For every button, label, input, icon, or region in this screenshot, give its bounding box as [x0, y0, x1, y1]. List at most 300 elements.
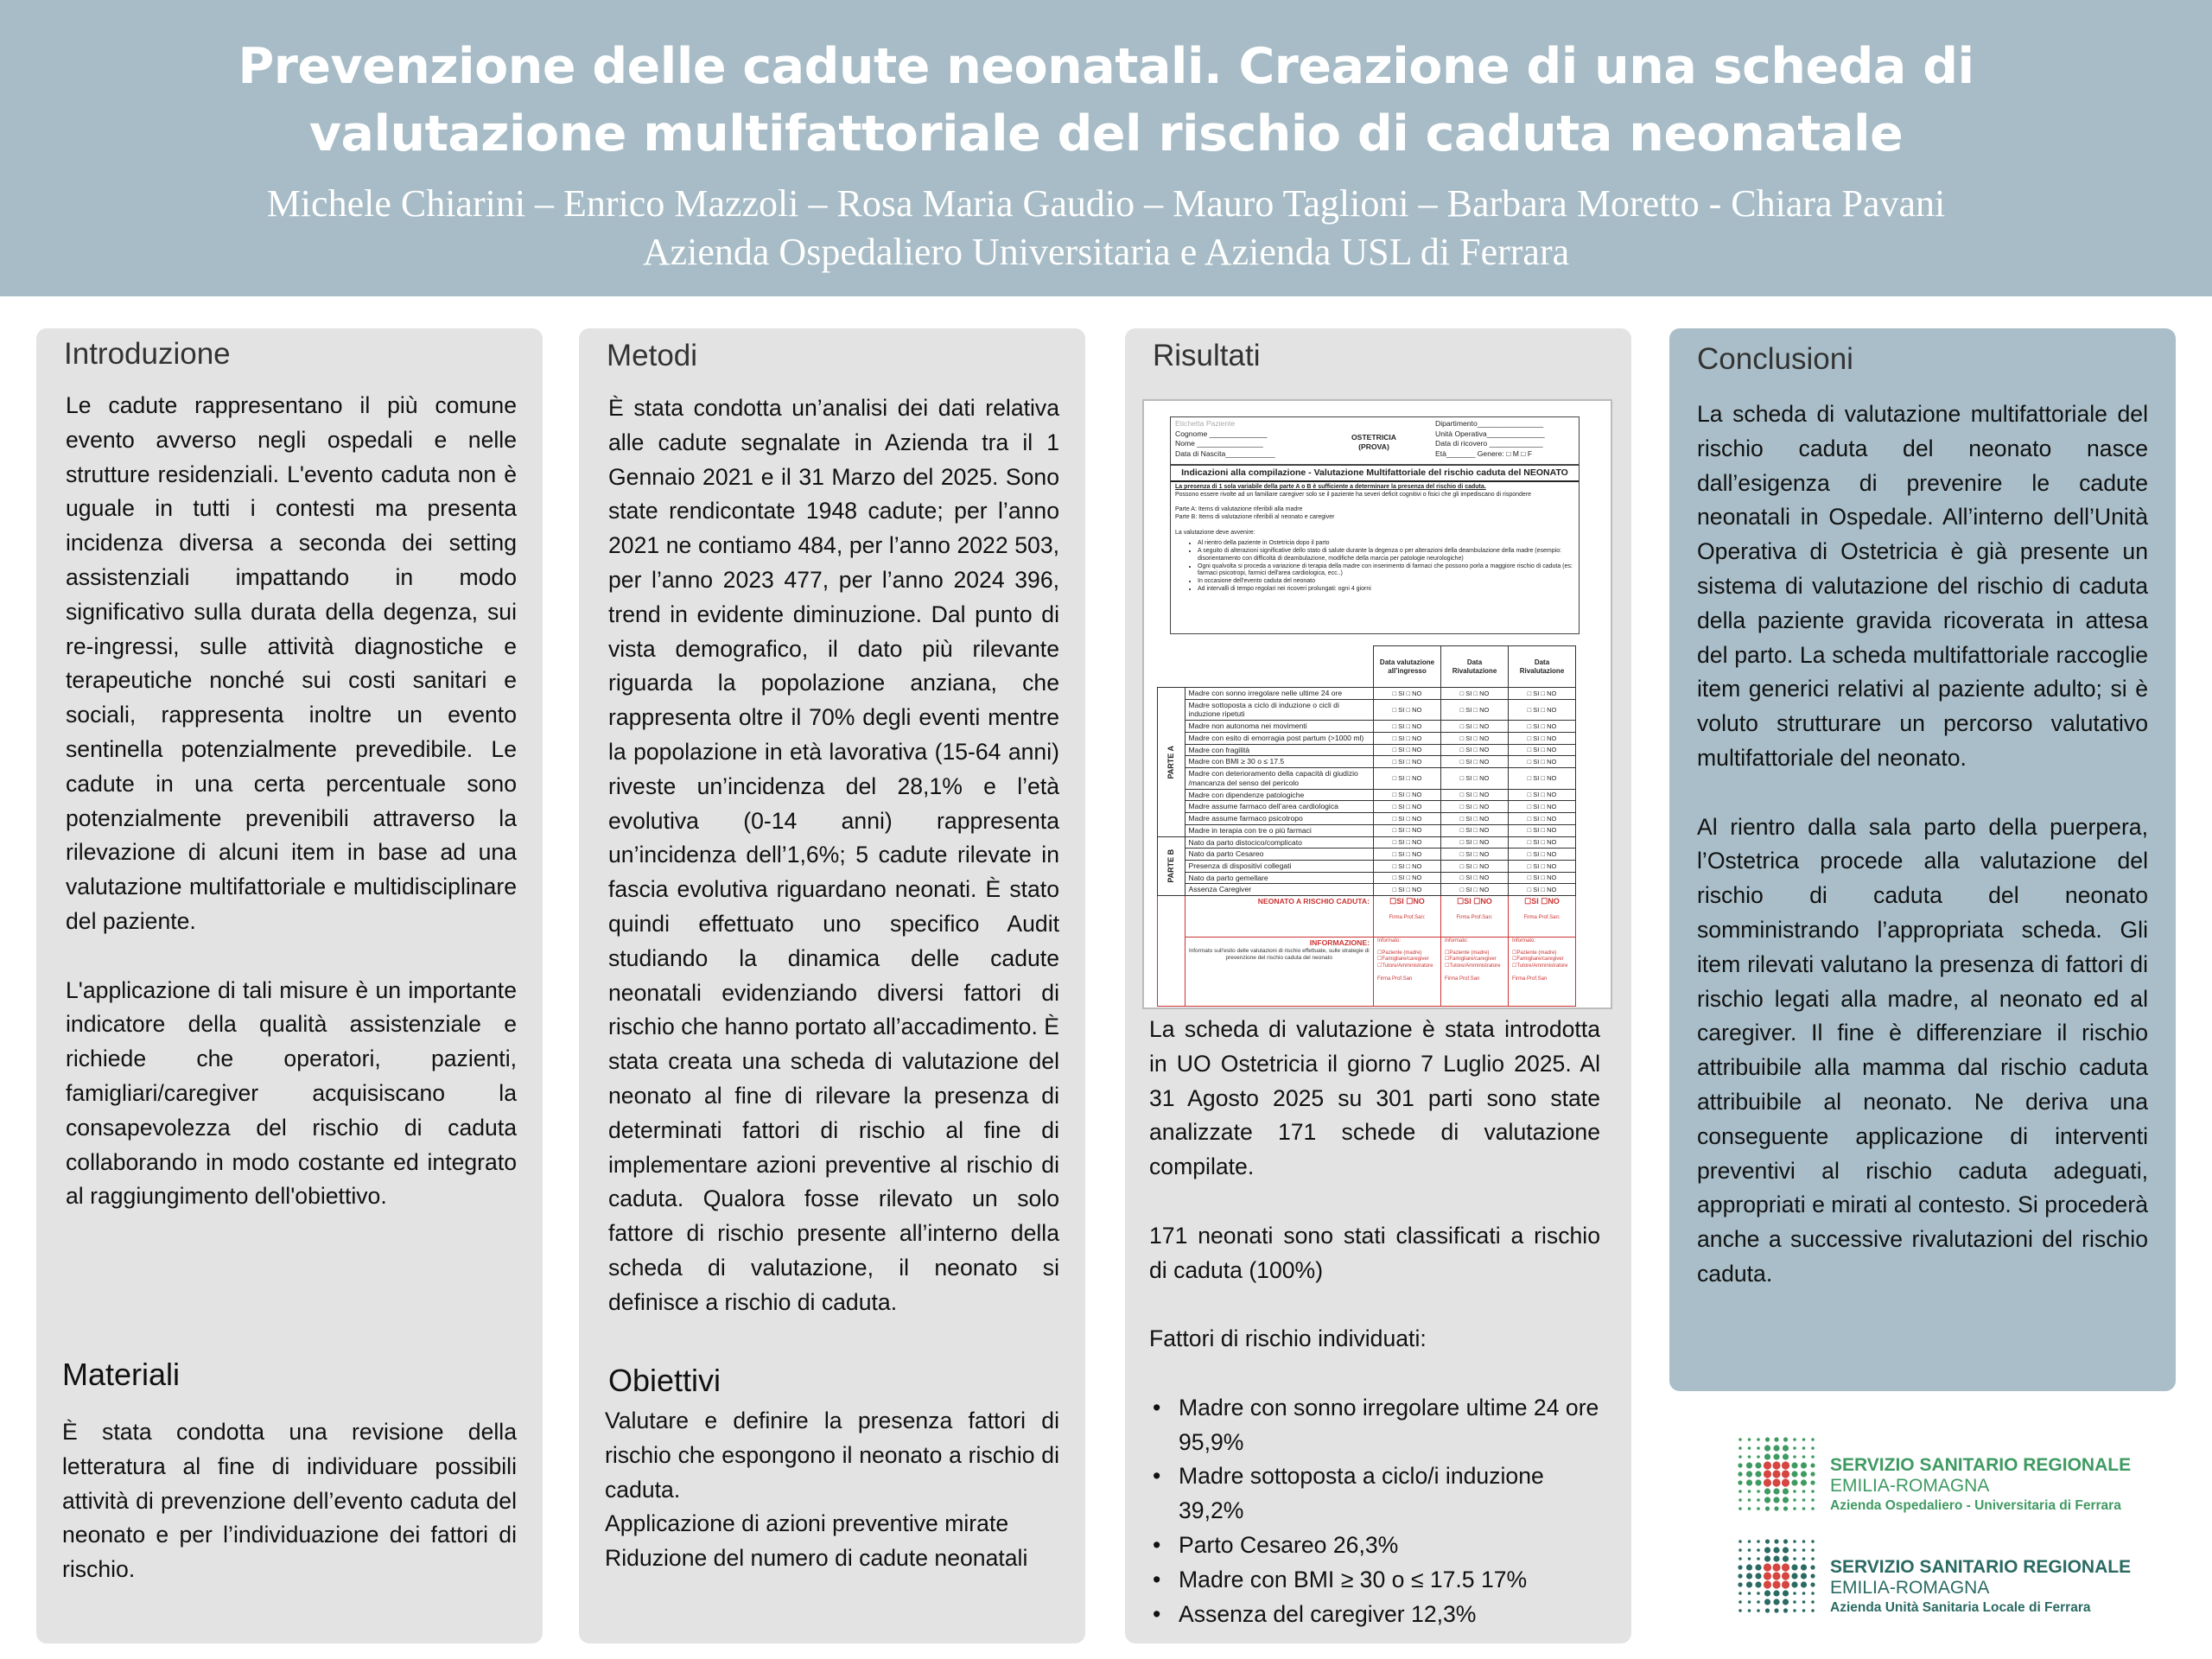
logo-dot — [1802, 1548, 1806, 1552]
logo-dot — [1757, 1548, 1760, 1552]
logo-dot — [1746, 1479, 1752, 1485]
logo-dot — [1772, 1580, 1780, 1588]
logo-dot — [1810, 1565, 1815, 1569]
form-si-no-checkbox: □ SI □ NO — [1509, 872, 1576, 884]
form-info-options: ☐Paziente (madre) ☐Famigliare/caregiver ☐Tutore/Amministratore — [1445, 950, 1501, 969]
logo-dot — [1755, 1564, 1761, 1570]
form-signature: Firma Prof.San — [1445, 976, 1480, 982]
form-info-options: ☐Paziente (madre) ☐Famigliare/caregiver ☐Tutore/Amministratore — [1377, 950, 1433, 969]
form-row — [1158, 699, 1576, 720]
logo-dot — [1738, 1609, 1742, 1612]
risultati-p3: Fattori di rischio individuati: — [1149, 1325, 1427, 1352]
form-signature: Firma Prof.San: — [1456, 915, 1493, 921]
introduzione-heading: Introduzione — [64, 337, 231, 371]
logo-dot — [1793, 1446, 1796, 1450]
logo-line3: Azienda Unità Sanitaria Locale di Ferrara — [1830, 1600, 2091, 1615]
form-si-no-checkbox: □ SI □ NO — [1509, 861, 1576, 873]
form-item-label: Madre con fragilità — [1185, 744, 1374, 756]
form-center-title: OSTETRICIA (PROVA) — [1351, 433, 1397, 451]
assessment-form-image — [1142, 399, 1612, 1009]
logo-dot — [1810, 1582, 1815, 1586]
logo-dot — [1764, 1470, 1771, 1478]
logo-dot — [1773, 1497, 1779, 1503]
logo-dot — [1748, 1609, 1751, 1612]
obiettivi-item: Applicazione di azioni preventive mirate — [605, 1510, 1009, 1537]
form-field: Data di Nascita____________ — [1175, 448, 1275, 458]
logo-dot — [1746, 1564, 1752, 1570]
logo-dot — [1811, 1446, 1815, 1450]
logo-dot — [1811, 1609, 1815, 1612]
logo-dot — [1793, 1540, 1796, 1543]
form-si-no-checkbox: □ SI □ NO — [1509, 721, 1576, 733]
logo-dot — [1738, 1490, 1742, 1493]
logo-dot — [1791, 1564, 1797, 1570]
form-si-no-checkbox: □ SI □ NO — [1374, 688, 1441, 700]
form-col-header: Data Rivalutazione — [1509, 646, 1576, 688]
form-si-no-checkbox: □ SI □ NO — [1509, 813, 1576, 825]
form-items-table — [1157, 645, 1576, 1007]
logo-dot — [1802, 1592, 1806, 1595]
introduzione-p2: L'applicazione di tali misure è un importante indicatore della qualità assistenziale e richiede che operatori, pazienti, famigliari/caregiver acquisiscano la consapevolezza del rischio di caduta collaborando in modo costante ed integrato al raggiungimento dell'obiettivo. — [66, 976, 517, 1210]
obiettivi-item: Valutare e definire la presenza fattori di rischio che espongono il neonato a rischio di caduta. — [605, 1408, 1059, 1503]
form-left-fields — [1175, 419, 1275, 459]
conclusioni-text — [1697, 397, 2148, 1292]
logo-dot — [1764, 1572, 1771, 1580]
form-patient-header — [1170, 416, 1580, 465]
logo-dot — [1802, 1446, 1806, 1450]
form-si-no-checkbox: □ SI □ NO — [1374, 801, 1441, 813]
form-row — [1158, 861, 1576, 873]
logo-dot — [1738, 1446, 1742, 1450]
form-when: La valutazione deve avvenire: — [1175, 529, 1255, 536]
logo-dot — [1811, 1498, 1815, 1502]
logo-dot — [1783, 1590, 1789, 1596]
metodi-text: È stata condotta un’analisi dei dati relativa alle cadute segnalate in Azienda tra il 1 Gennaio 2021 e il 31 Marzo del 2025. Sono state rendicontate 1948 cadute; per l’anno 2021 ne contiamo 484, per l’anno 2022 503, per l’anno 2023 477, per l’anno 2024 396, trend in evidente diminuzione. Dal punto di vista demografico, il dato più rilevante riguarda la popolazione anziana, che rappresenta oltre il 70% degli eventi mentre la popolazione in età lavorativa (15-64 anni) riveste un’incidenza del 28,1% e l’età evolutiva (0-14 anni) rappresenta un’incidenza dell’1,6%; 5 cadute rilevate in fascia evolutiva riguardano neonati. È stato quindi effettuato uno specifico Audit studiando la dinamica delle cadute neonatali evidenziando diversi fattori di rischio che hanno portato all’accadimento. È stata creata una scheda di valutazione del neonato al fine di rilevare la presenza di determinati fattori di rischio al fine di implementare azioni preventive al rischio di caduta. Qualora fosse rilevato un solo fattore di rischio presente all’interno della scheda di valutazione, il neonato si definisce a rischio di caduta. — [608, 395, 1059, 1315]
form-item-label: Madre con deterioramento della capacità di giudizio /mancanza del senso del pericolo — [1185, 768, 1374, 789]
logo-dot — [1802, 1498, 1806, 1502]
form-si-no-checkbox: □ SI □ NO — [1374, 813, 1441, 825]
form-item-label: Madre con BMI ≥ 30 o ≤ 17.5 — [1185, 756, 1374, 768]
risk-factor-item: • Assenza del caregiver 12,3% — [1149, 1598, 1600, 1632]
logo-dot — [1773, 1555, 1779, 1561]
logo-dot — [1811, 1490, 1815, 1493]
form-si-no-checkbox: □ SI □ NO — [1441, 768, 1509, 789]
logo-dot — [1748, 1438, 1751, 1441]
logo-dot — [1783, 1445, 1789, 1451]
materiali-text: È stata condotta una revisione della letteratura al fine di individuare possibili attività di prevenzione dell’evento caduta del neonato e per l’individuazione dei fattori di rischio. — [62, 1419, 517, 1583]
form-row — [1158, 884, 1576, 896]
form-item-label: Nato da parto Cesareo — [1185, 849, 1374, 861]
form-instr-rule: La presenza di 1 sola variabile della parte A o B è sufficiente a determinare la presenza del rischio di caduta. — [1175, 484, 1486, 491]
form-si-no-checkbox: □ SI □ NO — [1509, 836, 1576, 849]
logo-dot — [1738, 1498, 1742, 1502]
form-si-no-checkbox: □ SI □ NO — [1441, 801, 1509, 813]
form-si-no-checkbox: □ SI □ NO — [1441, 789, 1509, 801]
form-si-no-checkbox: □ SI □ NO — [1441, 849, 1509, 861]
logo-dot — [1764, 1555, 1770, 1561]
form-si-no-checkbox: □ SI □ NO — [1374, 849, 1441, 861]
form-when-list — [1175, 540, 1574, 593]
logo-dot — [1802, 1557, 1806, 1560]
logo-dot — [1782, 1478, 1789, 1486]
risultati-heading: Risultati — [1153, 339, 1261, 372]
form-si-no-checkbox: □ SI □ NO — [1374, 836, 1441, 849]
logo-dot — [1764, 1580, 1771, 1588]
form-si-no-checkbox: □ SI □ NO — [1509, 789, 1576, 801]
logo-dot — [1765, 1506, 1770, 1510]
form-field: Età_______ Genere: □ M □ F — [1435, 448, 1533, 458]
logo-dot — [1772, 1572, 1780, 1580]
authors: Michele Chiarini – Enrico Mazzoli – Rosa Maria Gaudio – Mauro Taglioni – Barbara Moretto - Chiara Pavani — [266, 182, 1946, 225]
form-item-label: Presenza di dispositivi collegati — [1185, 861, 1374, 873]
form-etichetta: Etichetta Paziente — [1175, 419, 1236, 428]
logo-dot — [1755, 1462, 1761, 1468]
logo-dot — [1764, 1563, 1771, 1571]
logo-dot — [1811, 1507, 1815, 1510]
form-parte-a-desc: Parte A: Items di valutazione riferibili alla madre — [1175, 506, 1303, 513]
form-si-no-checkbox: □ SI □ NO — [1374, 824, 1441, 836]
form-field: Nome ________________ — [1175, 439, 1263, 448]
form-si-no-checkbox: □ SI □ NO — [1441, 861, 1509, 873]
form-col-header: Data valutazione all’ingresso — [1374, 646, 1441, 688]
form-col-header: Data Rivalutazione — [1441, 646, 1509, 688]
logo-dot — [1765, 1437, 1770, 1441]
introduzione-text — [66, 389, 517, 1249]
logo-dot — [1746, 1462, 1752, 1468]
logo-dot — [1791, 1471, 1797, 1477]
logo-dot — [1774, 1506, 1778, 1510]
logo-dot — [1802, 1609, 1806, 1612]
form-section-label: PARTE B — [1158, 836, 1185, 896]
form-item-label: Madre con esito di emorragia post partum (>1000 ml) — [1185, 732, 1374, 744]
logo-dot — [1793, 1455, 1796, 1459]
logo-dot — [1782, 1572, 1789, 1580]
conclusioni-panel — [1669, 328, 2176, 1391]
logo-dot — [1773, 1547, 1779, 1553]
form-row — [1158, 688, 1576, 700]
logo-dot — [1783, 1437, 1788, 1441]
logo-dot — [1773, 1590, 1779, 1596]
form-si-no-checkbox: □ SI □ NO — [1509, 849, 1576, 861]
logo-dot — [1773, 1488, 1779, 1494]
logo-dot — [1793, 1592, 1796, 1595]
form-signature: Firma Prof.San — [1377, 976, 1413, 982]
logo-dot — [1793, 1490, 1796, 1493]
affiliation: Azienda Ospedaliero Universitaria e Azienda USL di Ferrara — [642, 231, 1570, 273]
conclusioni-p1: La scheda di valutazione multifattoriale del rischio caduta del neonato nasce dall’esigenza di prevenire le cadute neonatali in Ospedale. All’interno dell’Unità Operativa di Ostetricia è già presente un sistema di valutazione del rischio di caduta della paziente gravida ricoverata in attesa del parto. La scheda multifattoriale raccoglie item generici relativi al paziente adulto; si è voluto strutturare un percorso valutativo multifattoriale del neonato. — [1697, 401, 2148, 771]
logo-dot — [1757, 1455, 1760, 1459]
logo-dot — [1748, 1548, 1751, 1552]
form-when-item: • In occasione dell'evento caduta del neonato — [1198, 578, 1574, 586]
form-si-no-checkbox: □ SI □ NO — [1374, 884, 1441, 896]
form-si-no-checkbox: □ SI □ NO — [1441, 721, 1509, 733]
logo-dot — [1801, 1581, 1807, 1587]
logo-dot — [1793, 1507, 1796, 1510]
form-risk-label: NEONATO A RISCHIO CADUTA: — [1185, 896, 1374, 938]
logo-dot — [1757, 1498, 1760, 1502]
logo-dot — [1764, 1599, 1770, 1605]
logo-dot — [1782, 1563, 1789, 1571]
logo-dot — [1793, 1557, 1796, 1560]
form-informato: Informato: — [1445, 938, 1469, 944]
logo-dot — [1764, 1547, 1770, 1553]
logo-dot — [1811, 1557, 1815, 1560]
logo-dot — [1764, 1461, 1771, 1469]
form-field: Data di ricovero _____________ — [1435, 439, 1543, 448]
logo-dot — [1793, 1438, 1796, 1441]
risultati-text — [1149, 1013, 1600, 1631]
logo-dot — [1810, 1573, 1815, 1578]
form-si-no-checkbox: □ SI □ NO — [1374, 768, 1441, 789]
risultati-p1: La scheda di valutazione è stata introdotta in UO Ostetricia il giorno 7 Luglio 2025. Al 31 Agosto 2025 su 301 parti sono state analizzate 171 schede di valutazione compilate. — [1149, 1016, 1600, 1180]
form-si-no-checkbox: □ SI □ NO — [1374, 789, 1441, 801]
logo-dot — [1773, 1599, 1779, 1605]
logo-dot — [1757, 1609, 1760, 1612]
form-item-label: Madre assume farmaco dell’area cardiologica — [1185, 801, 1374, 813]
form-si-no-checkbox: □ SI □ NO — [1509, 801, 1576, 813]
form-row — [1158, 836, 1576, 849]
form-section-label: PARTE A — [1158, 688, 1185, 837]
metodi-panel — [579, 328, 1085, 1643]
form-si-no-checkbox: □ SI □ NO — [1441, 744, 1509, 756]
logo-dot — [1746, 1581, 1752, 1587]
poster-title: Prevenzione delle cadute neonatali. Creazione di una scheda di valutazione multifattoriale del rischio di caduta neonatale — [238, 38, 1974, 162]
form-si-no-checkbox: □ SI □ NO — [1509, 884, 1576, 896]
form-row — [1158, 744, 1576, 756]
logo-dot — [1757, 1446, 1760, 1450]
logo-line2: EMILIA-ROMAGNA — [1830, 1476, 1990, 1496]
logo-dot — [1811, 1540, 1815, 1543]
form-si-no-checkbox: □ SI □ NO — [1374, 872, 1441, 884]
form-when-item: • Ad intervalli di tempo regolari nei ricoveri prolungati: ogni 4 giorni — [1198, 586, 1574, 594]
form-si-no-checkbox: □ SI □ NO — [1374, 699, 1441, 720]
obiettivi-item: Riduzione del numero di cadute neonatali — [605, 1545, 1028, 1572]
logo-dot — [1764, 1488, 1770, 1494]
logo-dot — [1738, 1573, 1742, 1578]
logo-dot — [1811, 1592, 1815, 1595]
logo-dot — [1793, 1548, 1796, 1552]
ssr-dot-cross-icon — [1735, 1434, 1818, 1514]
logo-dot — [1810, 1480, 1815, 1484]
materiali-heading: Materiali — [62, 1357, 181, 1392]
logo-line1: SERVIZIO SANITARIO REGIONALE — [1830, 1557, 2132, 1577]
logo-dot — [1738, 1455, 1742, 1459]
logo-dot — [1802, 1438, 1806, 1441]
form-when-item: • A seguito di alterazioni significative dello stato di salute durante la degenza o per alterazioni della deambulazione della madre (esempio: disorientamento con difficoltà di deambulazione, modifiche della marcia per patologie neurologiche) — [1198, 548, 1574, 563]
form-item-label: Nato da parto gemellare — [1185, 872, 1374, 884]
logo-dot — [1738, 1592, 1742, 1595]
logo-dot — [1765, 1539, 1770, 1543]
conclusioni-p2: Al rientro dalla sala parto della puerpera, l’Ostetrica procede alla valutazione del rischio di caduta del neonato somministrando l’appropriata scheda. Gli item rilevati valutano la presenza di fattori di rischio legati alla madre, al neonato ed al caregiver. Il fine è differenziare il rischio attribuibile alla mamma dal rischio caduta attribuibile al neonato. Ne deriva una conseguente applicazione di interventi preventivi al rischio caduta adeguati, appropriati e mirati al contesto. Si procederà anche a successive rivalutazioni del rischio caduta. — [1697, 813, 2148, 1287]
logo-dot — [1738, 1507, 1742, 1510]
logo-dot — [1748, 1490, 1751, 1493]
logo-dot — [1783, 1539, 1788, 1543]
logo-dot — [1801, 1573, 1807, 1579]
conclusioni-heading: Conclusioni — [1697, 342, 1853, 376]
obiettivi-heading: Obiettivi — [608, 1363, 721, 1398]
form-signature: Firma Prof.San — [1512, 976, 1548, 982]
logo-dot — [1791, 1573, 1797, 1579]
logo-dot — [1802, 1507, 1806, 1510]
logo-dot — [1783, 1547, 1789, 1553]
logo-dot — [1802, 1600, 1806, 1604]
form-si-no-checkbox: □ SI □ NO — [1441, 884, 1509, 896]
risk-factor-item: • Parto Cesareo 26,3% — [1149, 1529, 1600, 1563]
logo-dot — [1802, 1540, 1806, 1543]
logo-dot — [1783, 1599, 1789, 1605]
form-row — [1158, 824, 1576, 836]
ssr-dot-cross-icon — [1735, 1536, 1818, 1616]
logo-dot — [1738, 1463, 1742, 1467]
logo-dot — [1757, 1490, 1760, 1493]
logo-dot — [1738, 1438, 1742, 1441]
logo-dot — [1802, 1455, 1806, 1459]
form-field: Unità Operativa______________ — [1435, 429, 1545, 438]
form-row — [1158, 756, 1576, 768]
form-informato: Informato: — [1377, 938, 1402, 944]
logo-dot — [1755, 1573, 1761, 1579]
logo-dot — [1782, 1470, 1789, 1478]
form-instructions — [1170, 465, 1580, 634]
logo-dot — [1757, 1600, 1760, 1604]
form-row — [1158, 768, 1576, 789]
logo-dot — [1738, 1582, 1742, 1586]
logo-line2: EMILIA-ROMAGNA — [1830, 1578, 1990, 1598]
logo-dot — [1773, 1445, 1779, 1451]
logo-dot — [1811, 1438, 1815, 1441]
logo-dot — [1748, 1592, 1751, 1595]
logo-dot — [1801, 1479, 1807, 1485]
form-row — [1158, 789, 1576, 801]
authors-block — [0, 180, 2212, 276]
form-si-no-checkbox: □ SI □ NO — [1374, 721, 1441, 733]
logo-dot — [1774, 1437, 1778, 1441]
introduzione-panel — [36, 328, 543, 1643]
logo-dot — [1748, 1600, 1751, 1604]
logo-dot — [1793, 1498, 1796, 1502]
form-info-label: INFORMAZIONE: — [1309, 938, 1370, 948]
form-signature: Firma Prof.San: — [1523, 915, 1560, 921]
form-si-no-checkbox: □ SI □ NO — [1374, 756, 1441, 768]
form-item-label: Madre con dipendenze patologiche — [1185, 789, 1374, 801]
form-item-label: Madre sottoposta a ciclo di induzione o cicli di induzione ripetuti — [1185, 699, 1374, 720]
form-si-no-checkbox: □ SI □ NO — [1441, 836, 1509, 849]
form-si-no-checkbox: □ SI □ NO — [1441, 756, 1509, 768]
form-risk-checkbox: ☐SI ☐NO — [1524, 897, 1560, 906]
logo-dot — [1748, 1507, 1751, 1510]
form-si-no-checkbox: □ SI □ NO — [1509, 768, 1576, 789]
logo-dot — [1757, 1438, 1760, 1441]
logo-dot — [1791, 1581, 1797, 1587]
logo-dot — [1748, 1446, 1751, 1450]
logo-dot — [1764, 1497, 1770, 1503]
form-risk-checkbox: ☐SI ☐NO — [1389, 897, 1425, 906]
logo-dot — [1757, 1592, 1760, 1595]
logo-dot — [1748, 1557, 1751, 1560]
form-parte-b-desc: Parte B: Items di valutazione riferibili al neonato e caregiver — [1175, 514, 1335, 521]
form-when-item: • Al rientro della paziente in Ostetricia dopo il parto — [1198, 540, 1574, 548]
logo-dot — [1811, 1600, 1815, 1604]
logo-dot — [1801, 1462, 1807, 1468]
form-si-no-checkbox: □ SI □ NO — [1441, 872, 1509, 884]
logo-dot — [1764, 1445, 1770, 1451]
form-item-label: Madre assume farmaco psicotropo — [1185, 813, 1374, 825]
logo-dot — [1757, 1540, 1760, 1543]
form-instr-text: Possono essere rivolte ad un familiare caregiver solo se il paziente ha severi deficit cognitivi o fisici che gli impediscano di rispondere — [1175, 491, 1532, 498]
logo-dot — [1783, 1453, 1789, 1459]
logo-dot — [1791, 1479, 1797, 1485]
form-info-text: Informato sull'esito delle valutazioni di rischio effettuate, sulle strategie di prevenzione del rischio caduta del neonato — [1188, 947, 1370, 962]
logo-dot — [1748, 1498, 1751, 1502]
form-si-no-checkbox: □ SI □ NO — [1509, 744, 1576, 756]
risk-factor-list — [1149, 1391, 1600, 1632]
logo-dot — [1755, 1581, 1761, 1587]
form-right-fields — [1435, 419, 1577, 459]
form-field: Cognome ______________ — [1175, 429, 1268, 438]
logo-dot — [1764, 1590, 1770, 1596]
logo-dot — [1783, 1497, 1789, 1503]
form-si-no-checkbox: □ SI □ NO — [1509, 688, 1576, 700]
form-when-item: • Ogni qualvolta si proceda a variazione di terapia della madre con inserimento di farmaci che possono porla a maggiore rischio di caduta (es: farmaci psicotropi, farmici dell'area cardiologica, ecc..) — [1198, 563, 1574, 579]
form-item-label: Madre in terapia con tre o più farmaci — [1185, 824, 1374, 836]
risk-factor-item: • Madre con BMI ≥ 30 o ≤ 17.5 17% — [1149, 1563, 1600, 1598]
poster-header — [0, 0, 2212, 296]
logo-dot — [1757, 1507, 1760, 1510]
logo-dot — [1783, 1506, 1788, 1510]
logo-dot — [1755, 1471, 1761, 1477]
logo-dot — [1793, 1600, 1796, 1604]
logo-dot — [1757, 1557, 1760, 1560]
logo-dot — [1810, 1463, 1815, 1467]
form-si-no-checkbox: □ SI □ NO — [1441, 824, 1509, 836]
logo-dot — [1772, 1563, 1780, 1571]
risk-factor-item: • Madre con sonno irregolare ultime 24 ore 95,9% — [1149, 1391, 1600, 1460]
logo-dot — [1811, 1455, 1815, 1459]
logo-dot — [1810, 1471, 1815, 1476]
form-item-label: Nato da parto distocico/complicato — [1185, 836, 1374, 849]
logo-dot — [1738, 1565, 1742, 1569]
form-row — [1158, 813, 1576, 825]
form-item-label: Assenza Caregiver — [1185, 884, 1374, 896]
logo-dot — [1755, 1479, 1761, 1485]
logo-dot — [1791, 1462, 1797, 1468]
logo-dot — [1783, 1488, 1789, 1494]
form-si-no-checkbox: □ SI □ NO — [1441, 688, 1509, 700]
logo-aou-ferrara — [1735, 1434, 2132, 1518]
metodi-heading: Metodi — [607, 339, 698, 372]
logo-dot — [1772, 1478, 1780, 1486]
form-instr-title: Indicazioni alla compilazione - Valutazione Multifattoriale del rischio caduta del NEONATO — [1171, 466, 1579, 482]
logo-dot — [1811, 1548, 1815, 1552]
form-row — [1158, 721, 1576, 733]
logo-dot — [1772, 1470, 1780, 1478]
logo-dot — [1774, 1608, 1778, 1612]
logo-line1: SERVIZIO SANITARIO REGIONALE — [1830, 1455, 2132, 1475]
form-item-label: Madre non autonoma nei movimenti — [1185, 721, 1374, 733]
risultati-p2: 171 neonati sono stati classificati a rischio di caduta (100%) — [1149, 1222, 1600, 1283]
form-info-options: ☐Paziente (madre) ☐Famigliare/caregiver ☐Tutore/Amministratore — [1512, 950, 1568, 969]
introduzione-p1: Le cadute rappresentano il più comune evento avverso negli ospedali e nelle strutture residenziali. L'evento caduta non è uguale in tutti i contesti ma presenta incidenza diversa a seconda dei setting assistenziali impattando in modo significativo sulla durata della degenza, sui re-ingressi, sulle attività diagnostiche e terapeutiche nonché sui costi sanitari e sociali, rappresenta inoltre un evento sentinella potenzialmente prevedibile. Le cadute in una certa percentuale sono potenzialmente prevenibili attraverso la rilevazione di alcuni item in base ad una valutazione multifattoriale e multidisciplinare del paziente. — [66, 392, 517, 934]
form-item-label: Madre con sonno irregolare nelle ultime 24 ore — [1185, 688, 1374, 700]
form-row — [1158, 872, 1576, 884]
logo-dot — [1746, 1573, 1752, 1579]
logo-dot — [1748, 1455, 1751, 1459]
form-si-no-checkbox: □ SI □ NO — [1509, 732, 1576, 744]
logo-dot — [1738, 1557, 1742, 1560]
logo-dot — [1783, 1555, 1789, 1561]
logo-dot — [1802, 1490, 1806, 1493]
form-row — [1158, 732, 1576, 744]
